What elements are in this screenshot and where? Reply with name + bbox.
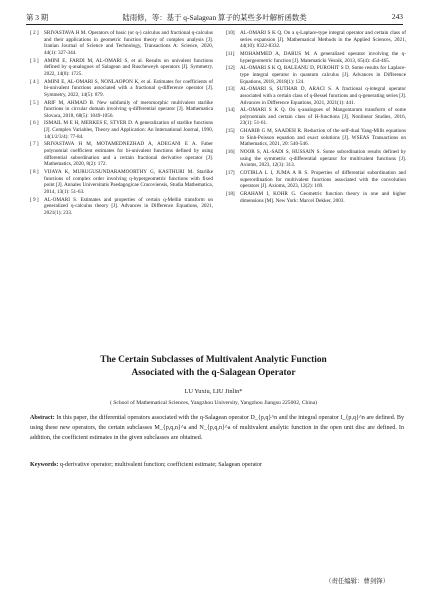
reference-item [30,79,213,99]
reference-item [226,65,406,85]
abstract [30,414,404,443]
responsible-editor: （责任编辑：曹剑锋） [325,578,389,585]
authors: LU Yuxiu, LIU Jinlin* [184,388,243,395]
reference-number: [ 5 ] [30,99,39,106]
affiliation: ( School of Mathematical Sciences, Yangzhou University, Yangzhou Jiangsu 225002, China) [109,400,318,406]
reference-text: GHARIB G M, SAADEH R. Reduction of the self-dual Yang-Mills equations to Sinh-Poisson equation and exact solutions [J]. WSEAS Transactions on Mathematics, 2021, 20: 540-546. [240,128,406,148]
reference-number: [11] [226,50,235,57]
reference-number: [ 2 ] [30,30,39,36]
reference-item [226,149,406,169]
keywords [30,462,404,468]
references-left-column [30,30,213,218]
reference-item [226,51,406,64]
english-title-line2: Associated with the q-Salagean Operator [131,368,296,378]
reference-number: [ 4 ] [30,78,39,85]
reference-number: [13] [226,86,235,93]
reference-number: [18] [226,191,235,198]
reference-text: SRIVASTAVA H M, MOTAMEDNEZHAD A, ADEGANI E A. Faber polynomial coefficient estimates for bi-univalent functions defined by using differential subordination and a certain fractional derivative operator [J]. Mathematics, 2020, 8(2): 172. [44,141,213,168]
reference-number: [ 8 ] [30,169,39,175]
reference-text: MOHAMMED A, DARUS M. A generalized operator involving the q-hypergeometric function [J]. Matematicki Vesnik, 2013, 65(4): 454-465. [240,50,406,64]
reference-item [30,120,213,140]
reference-text: NOOR S, AL-SADI S, HUSSAIN S. Some subordination results defined by using the symmetric q-differential operator for multivalent functions [J]. Axioms, 2023, 12(3): 313. [240,149,406,169]
reference-number: [ 7 ] [30,141,39,148]
reference-text: AL-OMARI S. Estimates and properties of certain q-Mellin transform on generalized q-calculus theory [J]. Advances in Difference Equations, 2021, 2021(1): 233. [44,196,213,216]
reference-text: VIJAYA K, MURUGUSUNDARAMOORTHY G, KASTHURI M. Starlike functions of complex order involving q-hypergeometric functions with fixed point [J]. Annales Universitatis Paedagogicae Cracoviensis, Studia Mathematica, 2014, 13(1): 51-63. [44,169,213,195]
reference-text: ARIF M, AHMAD B. New subfamily of meromorphic multivalent starlike functions in circular domain involving q-differential operator [J]. Mathematica Slovaca, 2018, 68(5): 1049-1056. [44,99,213,119]
page-header [26,10,403,24]
reference-number: [ 9 ] [30,196,39,203]
reference-text: GRAHAM I, KOHR G. Geometric function theory in one and higher dimensions [M]. New York: Marcel Dekker, 2003. [240,191,406,204]
reference-text: COTIRLA L I, JUMA A R S. Properties of differential subordination and superordination for multivalent functions associated with the convolution operators [J]. Axioms, 2023, 12(2): 169. [240,170,406,190]
running-title: 陆雨修，等：基于 q-Salagean 算子的某些多叶解析函数类 [122,13,307,22]
reference-text: SRIVASTAVA H M. Operators of basic (or q-) calculus and fractional q-calculus and their applications in geometric function theory of complex analysis [J]. Iranian Journal of Science and Technology, Transactions A: Science, 2020, 44(1): 327-344. [44,30,213,56]
reference-text: AL-OMARI S K Q. On a q-Laplace-type integral operator and certain class of series expansion [J]. Mathematical Methods in the Applied Sciences, 2021, 44(10): 8322-8332. [240,30,406,50]
reference-item [226,170,406,190]
reference-item [30,30,213,56]
reference-item [30,58,213,78]
reference-item [30,141,213,167]
reference-item [226,107,406,127]
abstract-label: Abstract: [30,415,55,421]
reference-number: [12] [226,65,235,72]
keywords-label: Keywords: [30,462,59,468]
reference-item [30,197,213,217]
reference-text: AL-OMARI S K Q. On q-analogues of Mangontarum transform of some polynomials and certain class of H-functions [J]. Nonlinear Studies, 2016, 23(1): 51-61. [240,107,406,127]
reference-item [30,100,213,120]
reference-number: [15] [226,128,235,135]
english-title [20,354,407,380]
issue-number: 第 3 期 [26,13,49,22]
reference-number: [ 6 ] [30,120,39,127]
reference-number: [17] [226,170,235,177]
reference-number: [ 3 ] [30,57,39,64]
reference-item [30,169,213,195]
reference-item [226,191,406,204]
reference-text: AMINI E, FARDI M, AL-OMARI S, et al. Results on univalent functions defined by q-analogues of Salagean and Ruscheweyh operators [J]. Symmetry, 2022, 14(8): 1725. [44,57,213,77]
keywords-text: q-derivative operator; multivalent function; coefficient estimate; Salagean operator [59,462,263,468]
references-right-column [226,30,406,206]
reference-number: [16] [226,149,235,156]
reference-text: ISMAIL M E H, MERKES E, STYER D. A generalization of starlike functions [J]. Complex Variables, Theory and Application: An International Journal, 1990, 14(1/2/3/4): 77-84. [44,120,213,140]
reference-text: AL-OMARI S K Q, BALEANU D, PUROHIT S D. Some results for Laplace-type integral operator in quantum calculus [J]. Advances in Difference Equations, 2018, 2018(1): 124. [240,65,406,85]
reference-number: [10] [226,30,235,36]
english-title-line1: The Certain Subclasses of Multivalent Analytic Function [100,355,327,365]
reference-number: [14] [226,107,235,114]
abstract-text: In this paper, the differential operators associated with the q-Salagean operator D_{p,q}^n and the integral operator I_{p,q}^n are defined. By using these new operators, the certain subclasses M_{p,q,n}^a and N_{p,q,n}^a of multivalent analytic function in the open unit disc are defined. In addition, the coefficient estimates in the given subclasses are obtained. [30,415,404,441]
reference-item [226,30,406,50]
reference-item [226,86,406,106]
reference-text: AL-OMARI S, SUTHAR D, ARACI S. A fractional q-integral operator associated with a certain class of q-Bessel functions and q-generating series [J]. Advances in Difference Equations, 2021, 2021(1): 441. [240,86,406,106]
page-number: 243 [391,12,403,21]
reference-text: AMINI E, AL-OMARI S, NONLAOPON K, et al. Estimates for coefficients of bi-univalent functions associated with a fractional q-difference operator [J]. Symmetry, 2022, 14(5): 879. [44,78,213,98]
reference-item [226,128,406,148]
header-rule [26,24,403,25]
